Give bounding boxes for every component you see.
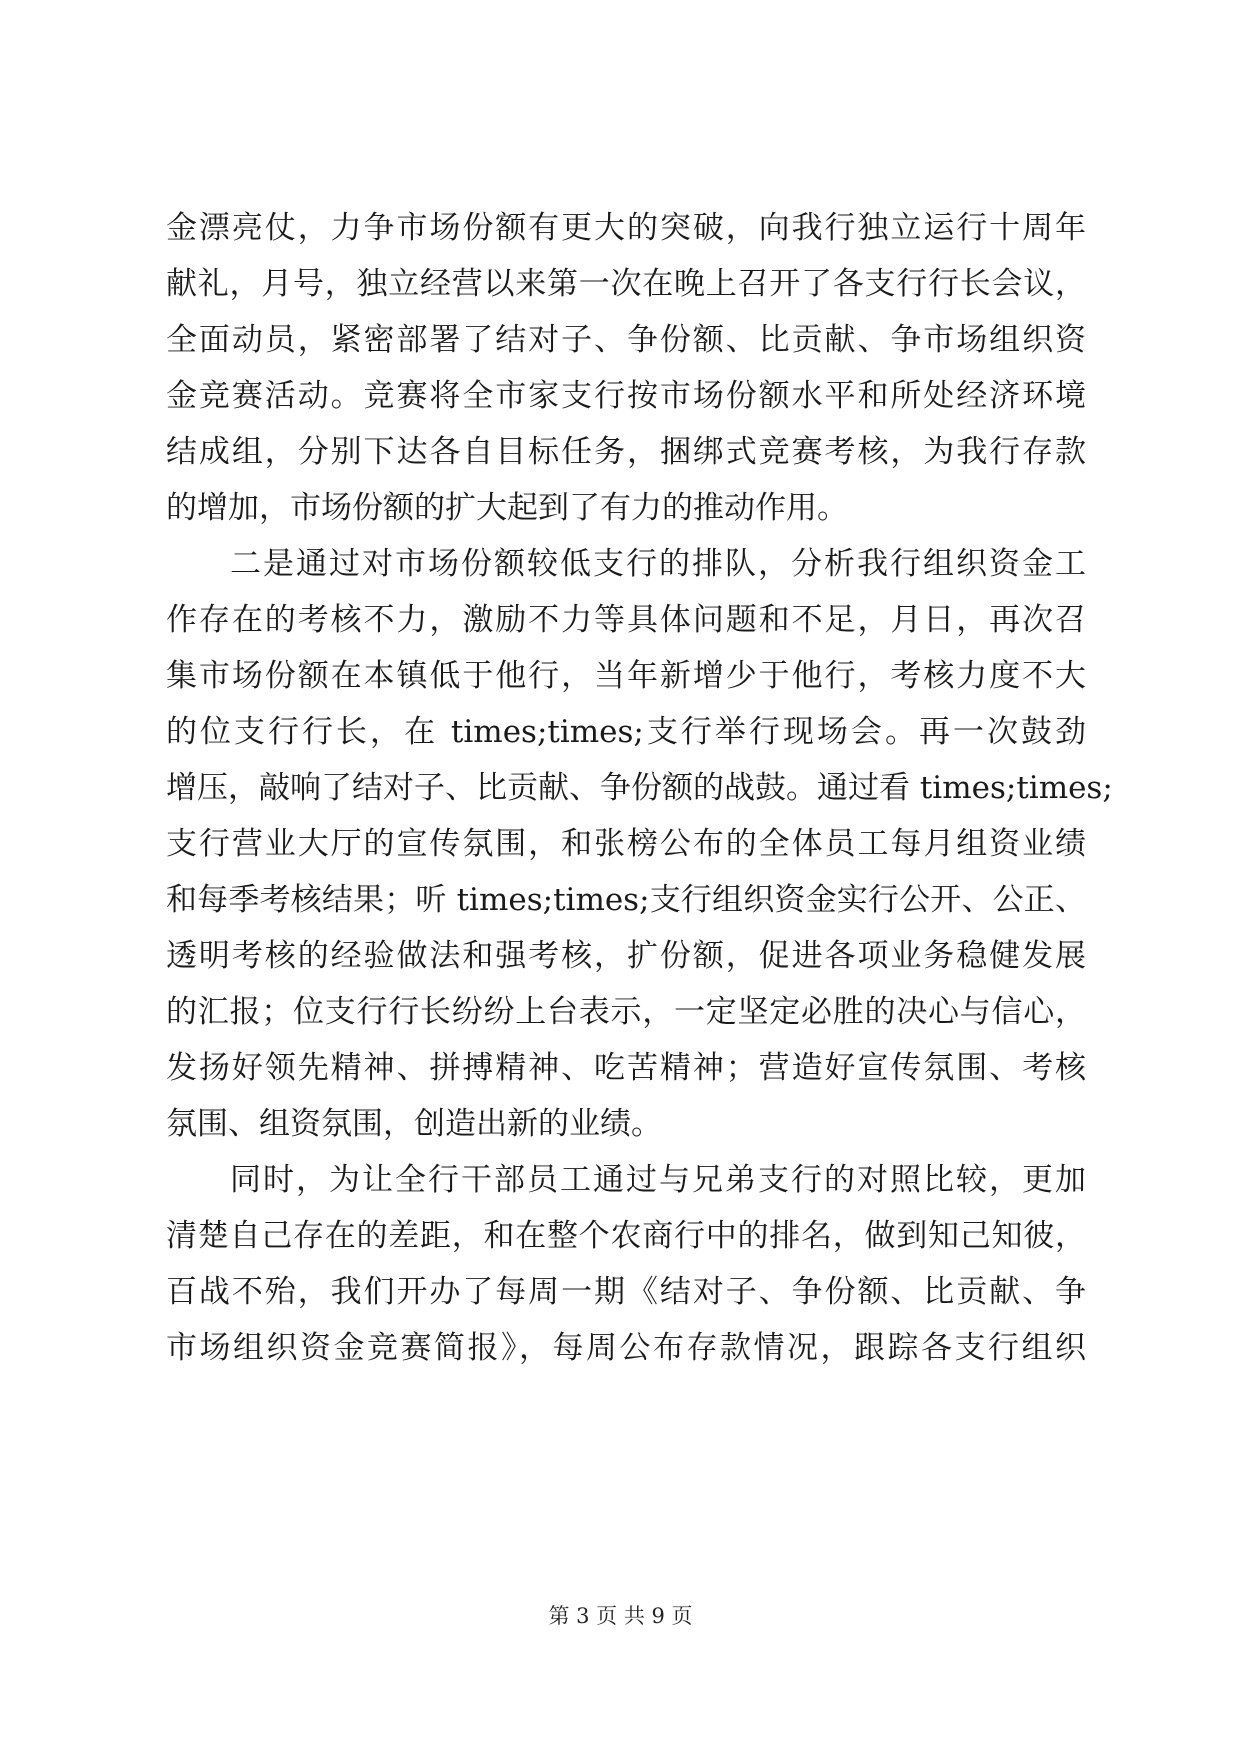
body-text-line: 金漂亮仗，力争市场份额有更大的突破，向我行独立运行十周年: [166, 210, 1086, 246]
body-text-line: 清楚自己存在的差距，和在整个农商行中的排名，做到知己知彼，: [166, 1218, 1086, 1254]
body-text-line: 金竞赛活动。竞赛将全市家支行按市场份额水平和所处经济环境: [166, 378, 1086, 414]
body-text-line: 献礼，月号，独立经营以来第一次在晚上召开了各支行行长会议，: [166, 266, 1086, 302]
body-text-line: 支行营业大厅的宣传氛围，和张榜公布的全体员工每月组资业绩: [166, 826, 1086, 862]
body-text-line: 的增加，市场份额的扩大起到了有力的推动作用。: [166, 490, 848, 526]
body-text-line: 增压，敲响了结对子、比贡献、争份额的战鼓。通过看 times;times;: [166, 770, 1113, 806]
page-number-footer: 第 3 页 共 9 页: [548, 1604, 693, 1628]
body-text-line: 市场组织资金竞赛简报》，每周公布存款情况，跟踪各支行组织: [166, 1330, 1086, 1366]
body-text-line: 氛围、组资氛围，创造出新的业绩。: [166, 1106, 662, 1142]
body-text-line: 百战不殆，我们开办了每周一期《结对子、争份额、比贡献、争: [166, 1274, 1086, 1310]
paragraph-first-line: 二是通过对市场份额较低支行的排队，分析我行组织资金工: [230, 546, 1086, 582]
body-text-line: 的位支行行长，在 times;times;支行举行现场会。再一次鼓劲: [166, 714, 1086, 750]
body-text-line: 和每季考核结果；听 times;times;支行组织资金实行公开、公正、: [166, 882, 1086, 918]
body-text-line: 发扬好领先精神、拼搏精神、吃苦精神；营造好宣传氛围、考核: [166, 1050, 1086, 1086]
body-text-line: 作存在的考核不力，激励不力等具体问题和不足，月日，再次召: [166, 602, 1086, 638]
body-text-line: 集市场份额在本镇低于他行，当年新增少于他行，考核力度不大: [166, 658, 1086, 694]
body-text-line: 透明考核的经验做法和强考核，扩份额，促进各项业务稳健发展: [166, 938, 1086, 974]
body-text-line: 全面动员，紧密部署了结对子、争份额、比贡献、争市场组织资: [166, 322, 1086, 358]
body-text-line: 结成组，分别下达各自目标任务，捆绑式竞赛考核，为我行存款: [166, 434, 1086, 470]
paragraph-first-line: 同时，为让全行干部员工通过与兄弟支行的对照比较，更加: [230, 1162, 1086, 1198]
body-text-line: 的汇报；位支行行长纷纷上台表示，一定坚定必胜的决心与信心，: [166, 994, 1086, 1030]
